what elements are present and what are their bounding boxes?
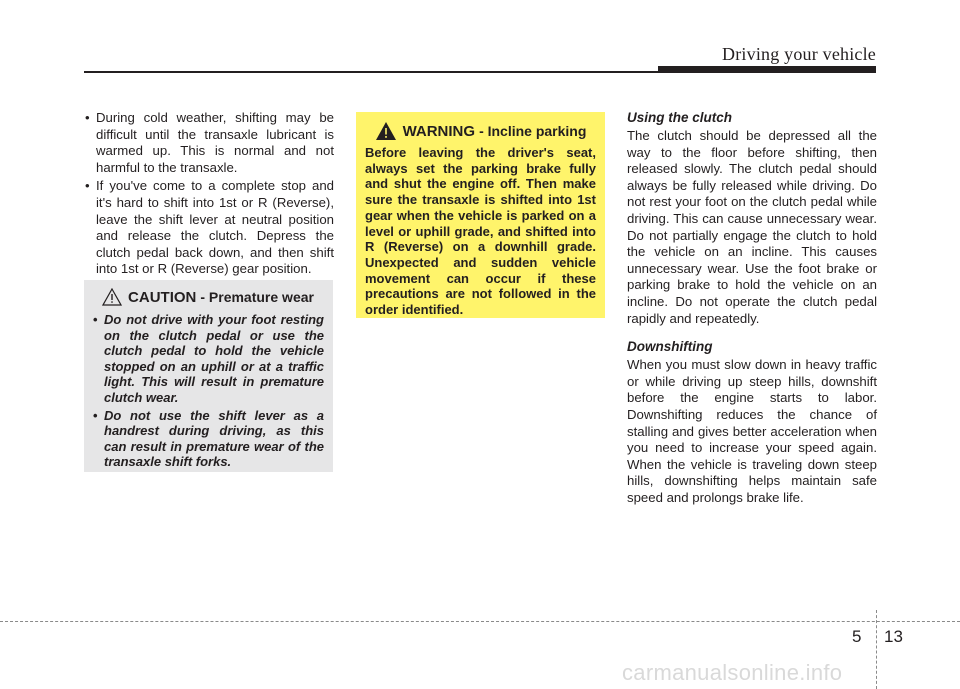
page-number: 13 [884, 627, 903, 646]
bullet-list [84, 110, 334, 278]
caution-item: • Do not drive with your foot resting on the clutch pedal or use the clutch pedal to hold the vehicle stopped on an uphill or at a traffic light. This will result in premature clutch wear. [92, 312, 324, 406]
caution-subtitle: - Premature wear [200, 289, 314, 305]
caution-heading [92, 288, 324, 306]
caution-box [84, 280, 333, 472]
left-column [84, 110, 334, 280]
footer-rule [0, 621, 960, 622]
using-clutch-heading: Using the clutch [627, 110, 733, 125]
caution-triangle-icon [102, 288, 122, 306]
warning-word: WARNING [402, 122, 476, 140]
warning-triangle-icon [375, 121, 397, 141]
footer-divider [876, 610, 877, 689]
header-rule-accent [658, 66, 876, 73]
section-title: Driving your vehicle [722, 44, 876, 64]
using-clutch-text: The clutch should be depressed all the way to the floor before shifting, then released slowly. The clutch pedal should always be fully released while driving. Do not rest your foot on the clutch pedal while driving. This can cause unnecessary wear. Do not partially engage the clutch to hold the vehicle on an incline. This causes unnecessary wear. Use the foot brake or parking brake to hold the vehicle on an incline. Do not operate the clutch pedal rapidly and repeatedly. [627, 128, 877, 326]
caution-list [92, 312, 324, 470]
header-rule [84, 71, 658, 73]
chapter-number: 5 [852, 627, 862, 646]
warning-heading [365, 121, 596, 141]
downshifting-heading: Downshifting [627, 339, 713, 355]
caution-word: CAUTION [128, 288, 197, 306]
downshifting-text: When you must slow down in heavy traffic or while driving up steep hills, downshift before the engine starts to labor. Downshifting reduces the chance of stalling and gives better acceleration when you need to increase your speed again. When the vehicle is traveling down steep hills, downshifting helps maintain safe speed and prolongs brake life. [627, 357, 877, 505]
right-column [627, 110, 877, 518]
bullet-item: • During cold weather, shifting may be difficult until the transaxle lubricant is warmed up. This is normal and not harmful to the transaxle. [84, 110, 334, 176]
bullet-item: • If you've come to a complete stop and it's hard to shift into 1st or R (Reverse), leave the shift lever at neutral position and release the clutch. Depress the clutch pedal back down, and then shift into 1st or R (Reverse) gear position. [84, 178, 334, 278]
warning-subtitle: - Incline parking [479, 123, 587, 139]
watermark: carmanualsonline.info [622, 660, 843, 685]
caution-item: • Do not use the shift lever as a handrest during driving, as this can result in premature wear of the transaxle shift forks. [92, 408, 324, 470]
warning-text: Before leaving the driver's seat, always set the parking brake fully and shut the engine off. Then make sure the transaxle is shifted into 1st gear when the vehicle is parked on a level or uphill grade, and shifted into R (Reverse) on a downhill grade. Unexpected and sudden vehicle movement can occur if these precautions are not followed in the order identified. [365, 145, 596, 318]
warning-box [356, 112, 605, 318]
